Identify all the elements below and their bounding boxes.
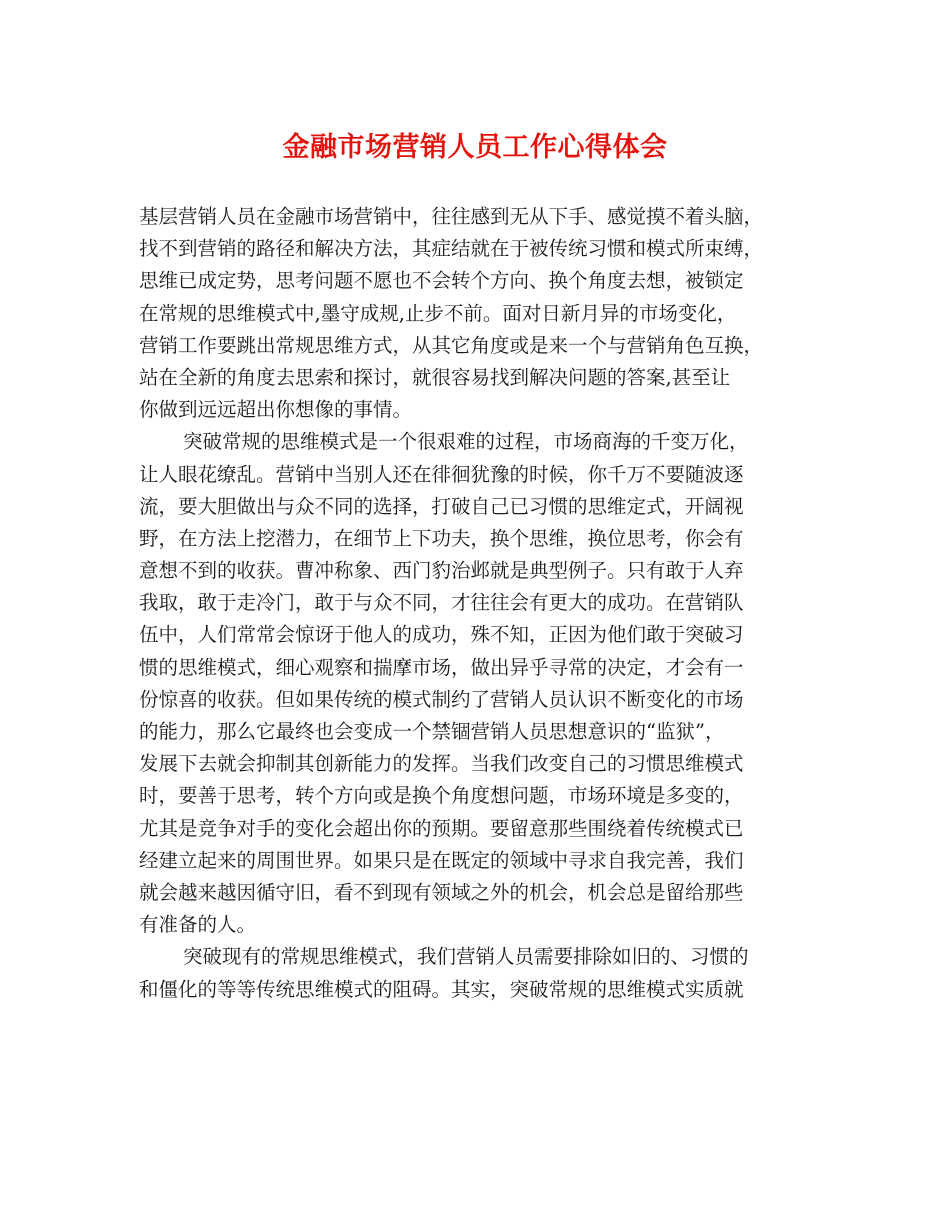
paragraph-line: 野，在方法上挖潜力，在细节上下功夫，换个思维，换位思考，你会有 <box>139 526 744 550</box>
paragraph-line: 突破常规的思维模式是一个很艰难的过程，市场商海的千变万化， <box>183 430 749 454</box>
paragraph-line: 你做到远远超出你想像的事情。 <box>139 398 413 422</box>
paragraph-line: 尤其是竞争对手的变化会超出你的预期。要留意那些围绕着传统模式已 <box>139 816 744 840</box>
paragraph-line: 份惊喜的收获。但如果传统的模式制约了营销人员认识不断变化的市场 <box>139 687 744 711</box>
document-body <box>139 201 824 1006</box>
paragraph-line: 站在全新的角度去思索和探讨，就很容易找到解决问题的答案,甚至让 <box>139 365 731 389</box>
paragraph-line: 营销工作要跳出常规思维方式，从其它角度或是来一个与营销角色互换， <box>139 333 764 357</box>
paragraph-1 <box>139 201 824 426</box>
paragraph-line: 突破现有的常规思维模式，我们营销人员需要排除如旧的、习惯的 <box>183 945 749 969</box>
paragraph-line: 找不到营销的路径和解决方法，其症结就在于被传统习惯和模式所束缚， <box>139 237 764 261</box>
paragraph-line: 发展下去就会抑制其创新能力的发挥。当我们改变自己的习惯思维模式 <box>139 752 744 776</box>
paragraph-line: 时，要善于思考，转个方向或是换个角度想问题，市场环境是多变的， <box>139 784 744 808</box>
paragraph-line: 意想不到的收获。曹冲称象、西门豹治邺就是典型例子。只有敢于人弃 <box>139 559 744 583</box>
paragraph-line: 基层营销人员在金融市场营销中，往往感到无从下手、感觉摸不着头脑， <box>139 205 764 228</box>
paragraph-line: 流，要大胆做出与众不同的选择，打破自己已习惯的思维定式，开阔视 <box>139 494 744 518</box>
paragraph-line: 我取，敢于走冷门，敢于与众不同，才往往会有更大的成功。在营销队 <box>139 591 744 615</box>
paragraph-line: 让人眼花缭乱。营销中当别人还在徘徊犹豫的时候，你千万不要随波逐 <box>139 462 744 486</box>
paragraph-3 <box>139 941 824 1005</box>
paragraph-line: 就会越来越因循守旧，看不到现有领域之外的机会，机会总是留给那些 <box>139 880 744 904</box>
paragraph-2 <box>139 426 824 941</box>
paragraph-line: 在常规的思维模式中,墨守成规,止步不前。面对日新月异的市场变化， <box>139 301 737 325</box>
paragraph-line: 有准备的人。 <box>139 913 257 937</box>
paragraph-line: 伍中，人们常常会惊讶于他人的成功，殊不知，正因为他们敢于突破习 <box>139 623 744 647</box>
document-title: 金融市场营销人员工作心得体会 <box>282 132 668 163</box>
paragraph-line: 和僵化的等等传统思维模式的阻碍。其实，突破常规的思维模式实质就 <box>139 977 744 1001</box>
paragraph-line: 惯的思维模式，细心观察和揣摩市场，做出异乎寻常的决定，才会有一 <box>139 655 744 679</box>
paragraph-line: 经建立起来的周围世界。如果只是在既定的领域中寻求自我完善，我们 <box>139 848 744 872</box>
paragraph-line: 思维已成定势，思考问题不愿也不会转个方向、换个角度去想，被锁定 <box>139 269 744 293</box>
paragraph-line: 的能力，那么它最终也会变成一个禁锢营销人员思想意识的“监狱”， <box>139 720 725 743</box>
